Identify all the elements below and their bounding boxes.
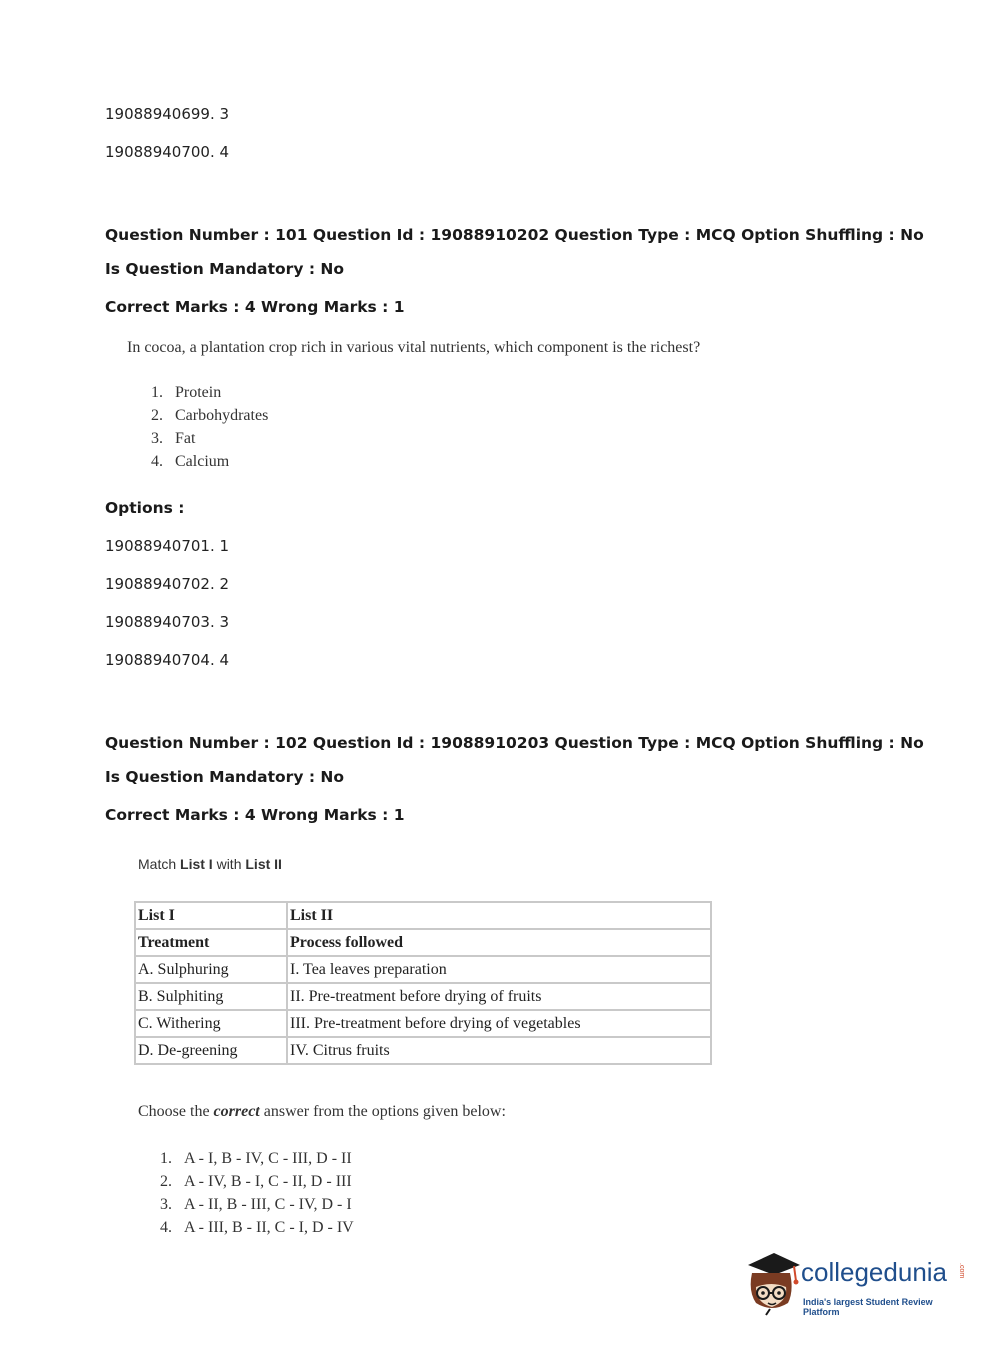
table-cell: Process followed: [287, 929, 711, 956]
q101-choice: 2. Carbohydrates: [151, 407, 269, 424]
q102-choice: 4. A - III, B - II, C - I, D - IV: [160, 1219, 354, 1236]
table-cell: A. Sulphuring: [135, 956, 287, 983]
q102-intro: Match List I with List II: [138, 856, 282, 872]
q101-header: Question Number : 101 Question Id : 19088910202 Question Type : MCQ Option Shuffling : No: [105, 226, 924, 244]
table-row: [135, 956, 711, 983]
q101-choice-list: [151, 381, 268, 473]
table-cell: B. Sulphiting: [135, 983, 287, 1010]
table-cell: List I: [135, 902, 287, 929]
table-cell: Treatment: [135, 929, 287, 956]
table-cell: III. Pre-treatment before drying of vegetables: [287, 1010, 711, 1037]
table-cell: IV. Citrus fruits: [287, 1037, 711, 1064]
q102-header: Question Number : 102 Question Id : 19088910203 Question Type : MCQ Option Shuffling : No: [105, 734, 924, 752]
table-row: [135, 1037, 711, 1064]
table-row: [135, 983, 711, 1010]
q101-choice: 3. Fat: [151, 430, 196, 447]
q101-choice: 4. Calcium: [151, 453, 230, 470]
table-cell: II. Pre-treatment before drying of fruits: [287, 983, 711, 1010]
q102-choose-instruction: Choose the correct answer from the options given below:: [138, 1103, 506, 1120]
table-row: [135, 929, 711, 956]
prev-option-2: 19088940700. 4: [105, 143, 230, 161]
collegedunia-logo: [742, 1251, 968, 1317]
q101-option-2: 19088940702. 2: [105, 575, 230, 593]
q102-marks: Correct Marks : 4 Wrong Marks : 1: [105, 806, 405, 824]
q101-choice: 1. Protein: [151, 384, 222, 401]
q102-mandatory: Is Question Mandatory : No: [105, 768, 345, 786]
q101-option-4: 19088940704. 4: [105, 651, 230, 669]
q102-choice: 3. A - II, B - III, C - IV, D - I: [160, 1196, 352, 1213]
q101-option-3: 19088940703. 3: [105, 613, 230, 631]
logo-wordmark: collegedunia: [801, 1257, 948, 1287]
prev-option-1: 19088940699. 3: [105, 105, 230, 123]
logo-tagline: India's largest Student Review Platform: [803, 1297, 933, 1317]
table-cell: C. Withering: [135, 1010, 287, 1037]
q101-question-text: In cocoa, a plantation crop rich in various vital nutrients, which component is the richest?: [127, 339, 701, 356]
table-cell: List II: [287, 902, 711, 929]
logo-com: .com: [958, 1263, 965, 1279]
table-cell: D. De-greening: [135, 1037, 287, 1064]
q102-choice: 1. A - I, B - IV, C - III, D - II: [160, 1150, 352, 1167]
match-table: [134, 901, 712, 1065]
q102-choice-list: [160, 1147, 354, 1239]
mascot-icon: [742, 1251, 802, 1317]
q101-mandatory: Is Question Mandatory : No: [105, 260, 345, 278]
q101-marks: Correct Marks : 4 Wrong Marks : 1: [105, 298, 405, 316]
table-row: [135, 902, 711, 929]
q101-options-label: Options :: [105, 499, 185, 517]
q102-choice: 2. A - IV, B - I, C - II, D - III: [160, 1173, 352, 1190]
table-row: [135, 1010, 711, 1037]
q101-option-1: 19088940701. 1: [105, 537, 230, 555]
table-cell: I. Tea leaves preparation: [287, 956, 711, 983]
